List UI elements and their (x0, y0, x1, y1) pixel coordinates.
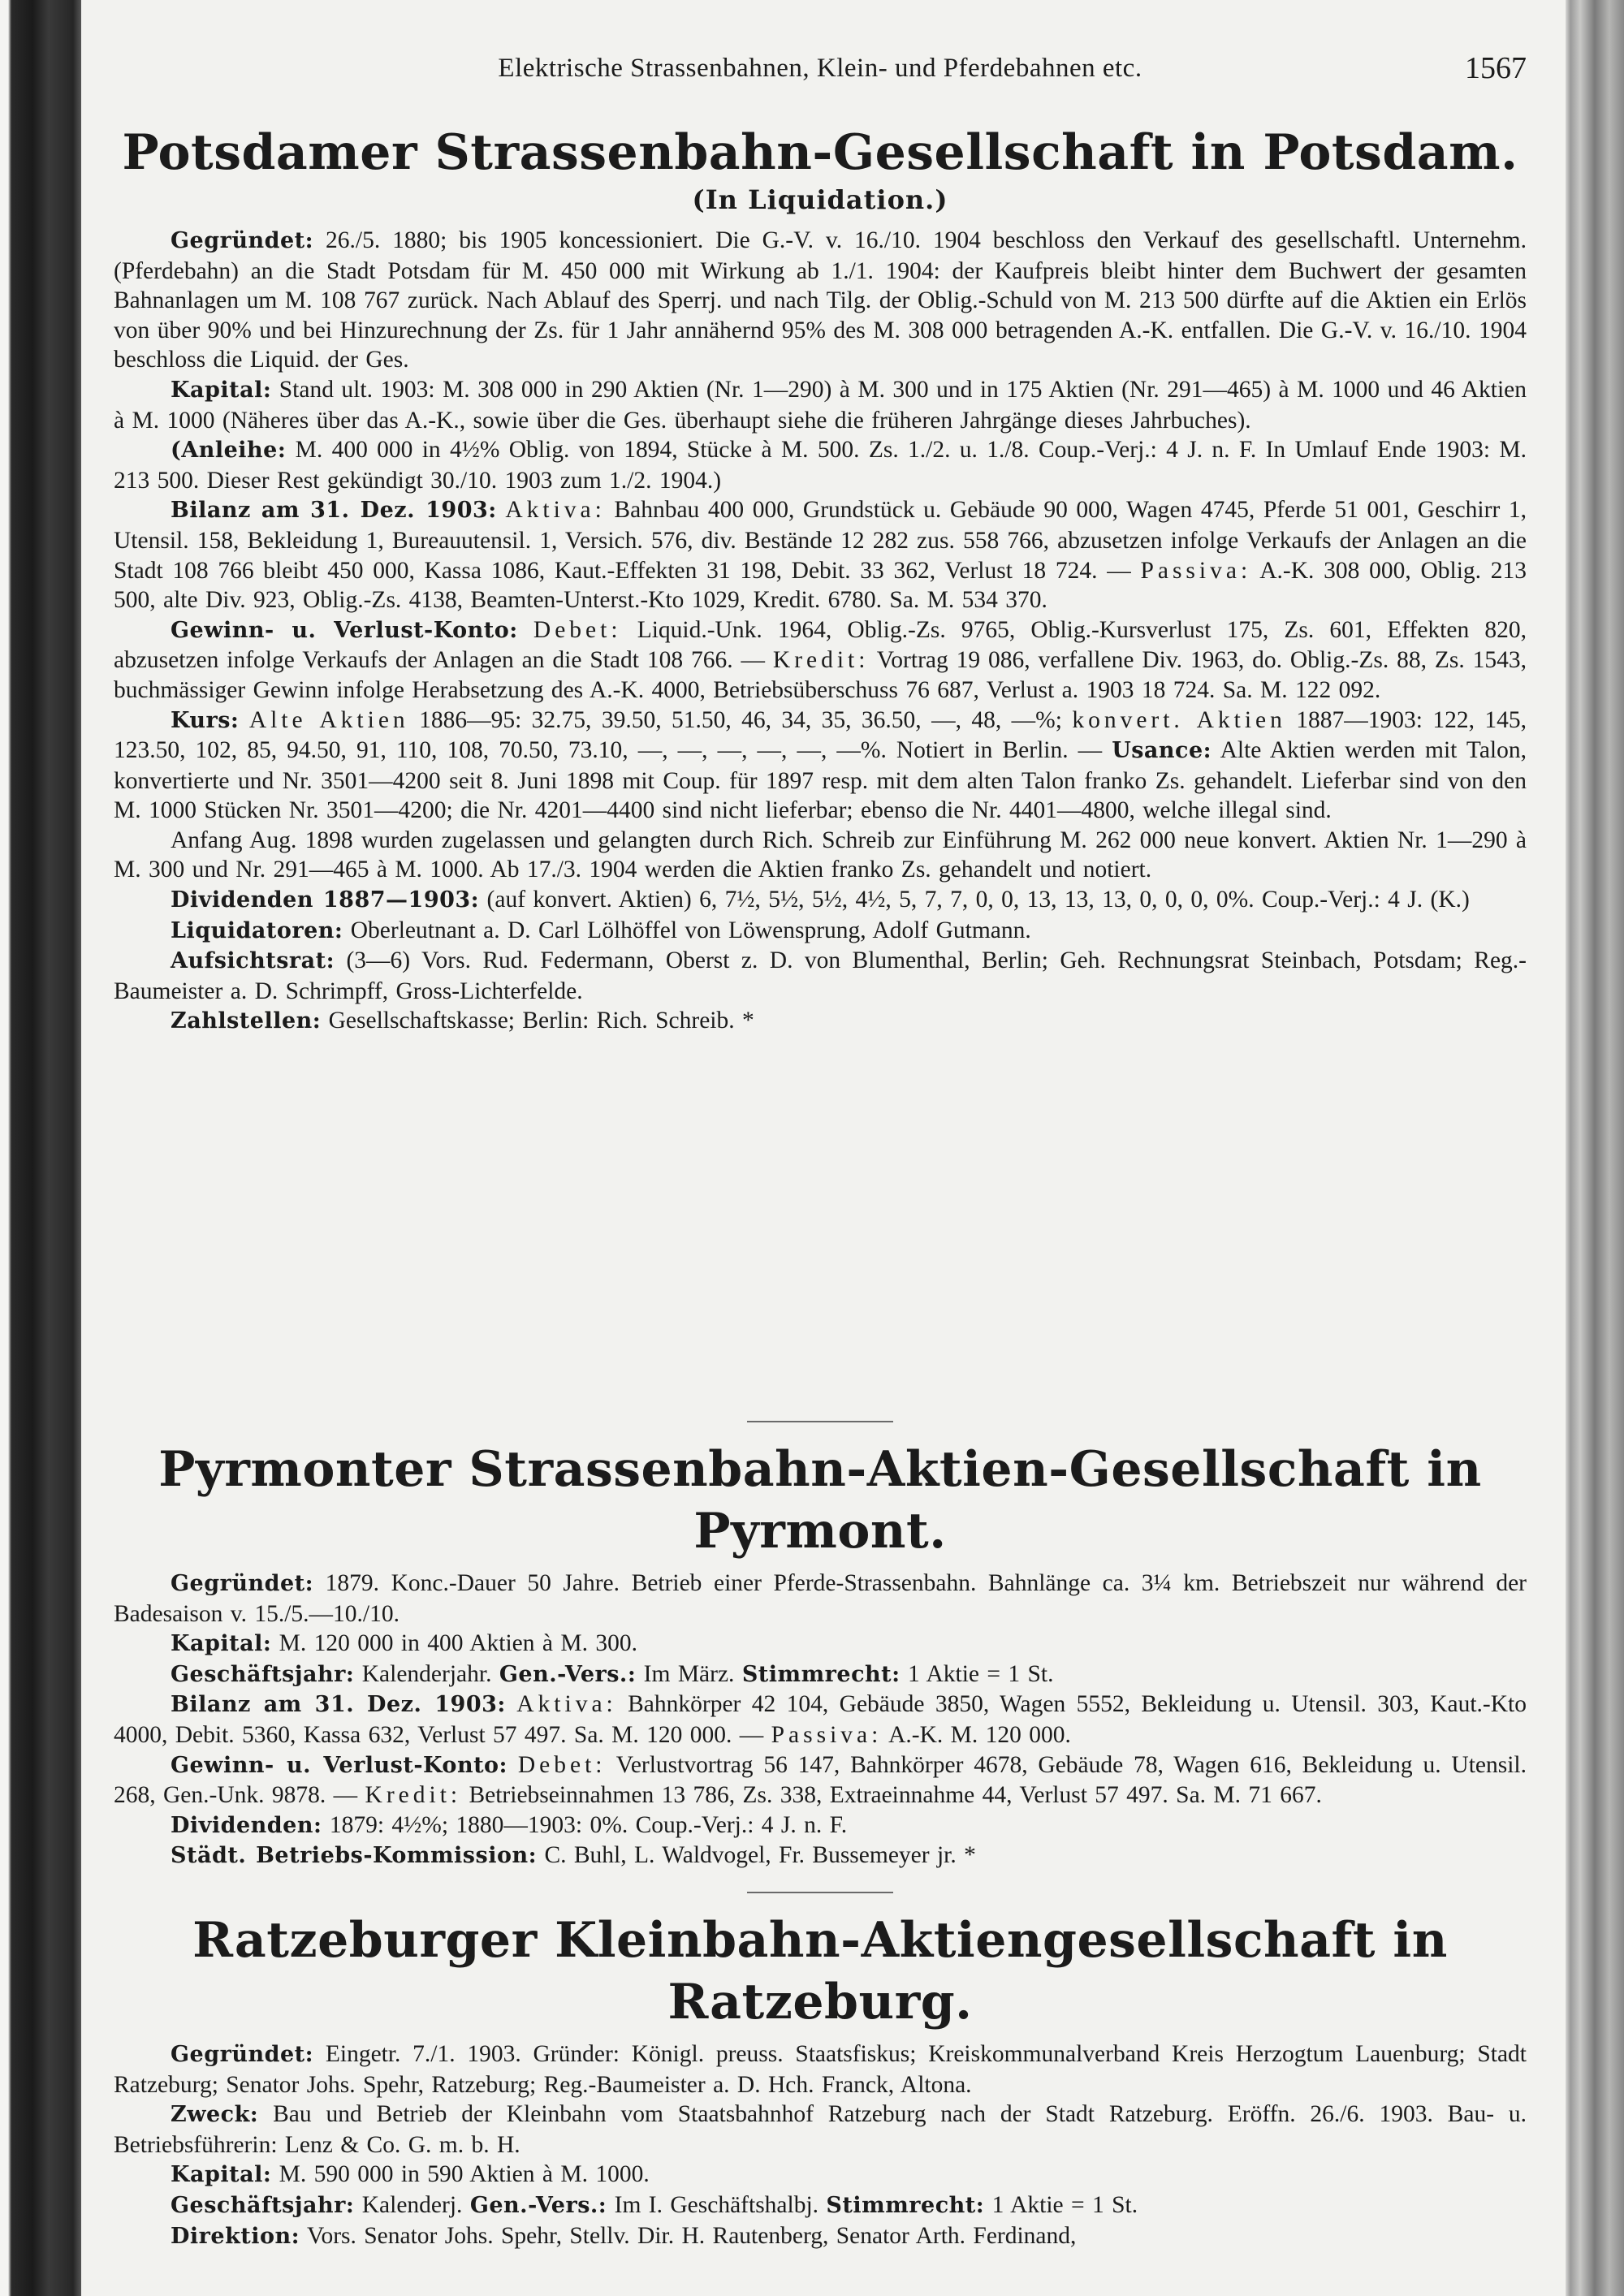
field-text: 1 Aktie = 1 St. (900, 1660, 1054, 1687)
entry-title: Potsdamer Strassenbahn-Gesellschaft in Potsdam. (122, 124, 1518, 181)
field-label: Gewinn- u. Verlust-Konto: (171, 617, 518, 643)
entry-paragraph (114, 2221, 1527, 2252)
spaced-label: Passiva: (1140, 557, 1252, 584)
field-text: A.-K. 308 000, Oblig. 213 500, alte Div. 923, Oblig.-Zs. 4138, Beamten-Unterst.-Kto 1029, Kredit. 6780. Sa. M. 534 370. (114, 557, 1527, 614)
entry-paragraph (114, 1810, 1527, 1841)
entry-paragraph (114, 916, 1527, 947)
field-text: M. 120 000 in 400 Aktien à M. 300. (271, 1630, 637, 1657)
field-text: 1879: 4½%; 1880—1903: 0%. Coup.-Verj.: 4 J. n. F. (322, 1811, 848, 1838)
field-text: 1886—95: 32.75, 39.50, 51.50, 46, 34, 35, 36.50, —, 48, —%; (408, 706, 1073, 733)
entry-paragraph (114, 615, 1527, 706)
field-label: Zweck: (171, 2102, 259, 2128)
field-text: Oberleutnant a. D. Carl Lölhöffel von Löwensprung, Adolf Gutmann. (343, 917, 1031, 943)
entry-paragraph (114, 706, 1527, 826)
field-text: 1 Aktie = 1 St. (984, 2191, 1138, 2218)
field-label: Gegründet: (171, 228, 314, 253)
field-text: Bahnbau 400 000, Grundstück u. Gebäude 90 000, Wagen 4745, Pferde 51 001, Geschirr 1, Utensil. 158, Bekleidung 1, Bureauutensil. 1, Versich. 576, div. Bestände 12 282 zus. 558 766, abzusetzen infolge Verkaufs der Anlagen an die Stadt 108 766 bleibt 450 000, Kassa 1086, Kaut.-Effekten 31 198, Debit. 33 362, Verlust 18 724. — (114, 497, 1527, 584)
field-text: M. 400 000 in 4½% Oblig. von 1894, Stücke à M. 500. Zs. 1./2. u. 1./8. Coup.-Verj.: 4 J. n. F. In Umlauf Ende 1903: M. 213 500. Dieser Rest gekündigt 30./10. 1903 zum 1./2. 1904.) (114, 437, 1527, 494)
field-label: Gegründet: (171, 1571, 314, 1596)
entry-title: Pyrmonter Strassenbahn-Aktien-Gesellschaft in Pyrmont. (158, 1441, 1482, 1560)
field-label: Bilanz am 31. Dez. 1903: (171, 1692, 506, 1718)
field-text: 26./5. 1880; bis 1905 koncessioniert. Die G.-V. v. 16./10. 1904 beschloss den Verkauf des gesellschaftl. Unternehm. (Pferdebahn) an die Stadt Potsdam für M. 450 000 mit Wirkung ab 1./1. 1904: der Kaufpreis bleibt hinter dem Buchwert der gesamten Bahnanlagen um M. 108 767 zurück. Nach Ablauf des Sperrj. und nach Tilg. der Oblig.-Schuld von M. 213 500 dürfte auf die Aktien ein Erlös von über 90% und bei Hinzurechnung der Zs. für 1 Jahr annähernd 95% des M. 308 000 betragenden A.-K. entfallen. Die G.-V. v. 16./10. 1904 beschloss die Liquid. der Ges. (114, 227, 1527, 373)
spaced-label: Alte Aktien (248, 706, 409, 733)
field-label: Kapital: (171, 2162, 272, 2188)
field-label: Zahlstellen: (171, 1008, 322, 1034)
field-label: Usance: (1112, 738, 1212, 764)
spaced-label: Kredit: (772, 647, 870, 674)
entry-paragraph (114, 1690, 1527, 1750)
spaced-label: Debet: (533, 616, 622, 643)
field-text: Im I. Geschäftshalbj. (607, 2191, 827, 2218)
book-binding-right (1566, 0, 1624, 2296)
field-label: Kurs: (171, 707, 240, 733)
field-label: Geschäftsjahr: (171, 1661, 355, 1687)
running-head (114, 51, 1527, 89)
field-label: Kapital: (171, 1631, 272, 1657)
spaced-label: Aktiva: (505, 497, 606, 524)
spaced-label: Debet: (517, 1751, 607, 1778)
entry-paragraph (114, 1006, 1527, 1037)
field-text: 1887—1903: 122, 145, 123.50, 102, 85, 94.50, 91, 110, 108, 70.50, 73.10, —, —, —, —, —, —%. Notiert in Berlin. — (114, 706, 1527, 764)
running-head-title: Elektrische Strassenbahnen, Klein- und Pferdebahnen etc. (498, 54, 1142, 83)
field-label: (Anleihe: (171, 438, 287, 464)
field-label: Stimmrecht: (826, 2192, 985, 2218)
field-text: Bau und Betrieb der Kleinbahn vom Staatsbahnhof Ratzeburg nach der Stadt Ratzeburg. Eröffn. 26./6. 1903. Bau- u. Betriebsführerin: Lenz & Co. G. m. b. H. (114, 2101, 1527, 2158)
entry-subtitle: (In Liquidation.) (692, 184, 948, 215)
book-binding-left (0, 0, 81, 2296)
page-number: 1567 (1465, 51, 1527, 85)
field-label: Direktion: (171, 2223, 300, 2249)
field-text: Im März. (636, 1660, 742, 1687)
field-text: (3—6) Vors. Rud. Federmann, Oberst z. D. von Blumenthal, Berlin; Geh. Rechnungsrat Steinbach, Potsdam; Reg.-Baumeister a. D. Schrimpff, Gross-Lichterfelde. (114, 947, 1527, 1004)
field-text: Kalenderjahr. (354, 1660, 499, 1687)
field-text: Gesellschaftskasse; Berlin: Rich. Schreib. * (321, 1008, 754, 1034)
field-text: Liquid.-Unk. 1964, Oblig.-Zs. 9765, Oblig.-Kursverlust 175, Zs. 601, Effekten 820, abzusetzen infolge Verkaufs der Anlagen an die Stadt 108 766. — (114, 616, 1527, 674)
field-text: Betriebseinnahmen 13 786, Zs. 338, Extraeinnahme 44, Verlust 57 497. Sa. M. 71 667. (461, 1782, 1322, 1809)
field-text: Vors. Senator Johs. Spehr, Stellv. Dir. H. Rautenberg, Senator Arth. Ferdinand, (300, 2222, 1077, 2249)
field-label: Stimmrecht: (741, 1661, 901, 1687)
entry-paragraph (114, 1841, 1527, 1871)
field-text: (auf konvert. Aktien) 6, 7½, 5½, 5½, 4½, 5, 7, 7, 0, 0, 13, 13, 13, 0, 0, 0, 0%. Coup.-Verj.: 4 J. (K.) (479, 887, 1470, 913)
entry-paragraph: Anfang Aug. 1898 wurden zugelassen und gelangten durch Rich. Schreib zur Einführung M. 262 000 neue konvert. Aktien Nr. 1—290 à M. 300 und Nr. 291—465 à M. 1000. Ab 17./3. 1904 werden die Aktien franko Zs. gehandelt und notiert. (114, 826, 1527, 883)
field-text: Alte Aktien werden mit Talon, konvertierte und Nr. 3501—4200 seit 8. Juni 1898 mit Coup. für 1897 resp. mit dem alten Talon franko Zs. gehandelt. Lieferbar sind von den M. 1000 Stücken Nr. 3501—4200; die Nr. 4201—4400 sind nicht lieferbar; ebenso die Nr. 4401—4800, welche illegal sind. (114, 737, 1527, 824)
field-text: A.-K. M. 120 000. (882, 1721, 1071, 1748)
entry-paragraph (114, 226, 1527, 375)
entry-paragraph (114, 2160, 1527, 2190)
field-text: M. 590 000 in 590 Aktien à M. 1000. (271, 2161, 650, 2188)
entry-ratzeburg (114, 1910, 1527, 2251)
field-label: Dividenden 1887—1903: (171, 887, 480, 913)
entry-paragraph (114, 2190, 1527, 2221)
field-label: Gen.-Vers.: (469, 2192, 607, 2218)
spaced-label: Kredit: (365, 1782, 462, 1809)
entry-paragraph (114, 2100, 1527, 2160)
field-label: Gen.-Vers.: (499, 1661, 637, 1687)
spaced-label: Aktiva: (516, 1691, 617, 1718)
section-divider (747, 1892, 893, 1893)
field-label: Städt. Betriebs-Kommission: (171, 1843, 538, 1869)
field-label: Bilanz am 31. Dez. 1903: (171, 498, 497, 524)
spaced-label: konvert. Aktien (1072, 706, 1286, 733)
field-label: Aufsichtsrat: (171, 948, 335, 974)
spaced-label: Passiva: (771, 1721, 883, 1748)
book-page (81, 0, 1566, 2296)
entry-paragraph (114, 2039, 1527, 2100)
field-label: Geschäftsjahr: (171, 2192, 355, 2218)
field-label: Gegründet: (171, 2042, 314, 2067)
field-text: Kalenderj. (354, 2191, 470, 2218)
field-text: Bahnkörper 42 104, Gebäude 3850, Wagen 5552, Bekleidung u. Utensil. 303, Kaut.-Kto 4000, Debit. 5360, Kassa 632, Verlust 57 497. Sa. M. 120 000. — (114, 1691, 1527, 1748)
entry-paragraph (114, 1659, 1527, 1690)
entry-pyrmont (114, 1439, 1527, 1871)
entry-paragraph (114, 885, 1527, 916)
entry-paragraph (114, 1569, 1527, 1629)
entry-paragraph (114, 946, 1527, 1006)
field-text: C. Buhl, L. Waldvogel, Fr. Bussemeyer jr. * (537, 1842, 976, 1869)
field-text: Vortrag 19 086, verfallene Div. 1963, do. Oblig.-Zs. 88, Zs. 1543, buchmässiger Gewinn infolge Herabsetzung des A.-K. 4000, Betriebsüberschuss 76 687, Verlust a. 1903 18 724. Sa. M. 122 092. (114, 647, 1527, 703)
field-label: Liquidatoren: (171, 917, 343, 943)
entry-paragraph (114, 375, 1527, 435)
section-divider (747, 1421, 893, 1422)
field-text: Verlustvortrag 56 147, Bahnkörper 4678, Gebäude 78, Wagen 616, Bekleidung u. Utensil. 268, Gen.-Unk. 9878. — (114, 1751, 1527, 1809)
entry-paragraph (114, 495, 1527, 615)
field-label: Kapital: (171, 377, 272, 403)
field-label: Dividenden: (171, 1812, 322, 1838)
entry-title: Ratzeburger Kleinbahn-Aktiengesellschaft in Ratzeburg. (192, 1912, 1448, 2031)
field-text: Eingetr. 7./1. 1903. Gründer: Königl. preuss. Staatsfiskus; Kreiskommunalverband Kreis Herzogtum Lauenburg; Stadt Ratzeburg; Senator Johs. Spehr, Ratzeburg; Reg.-Baumeister a. D. Hch. Franck, Altona. (114, 2041, 1527, 2098)
entry-potsdam (114, 122, 1527, 1037)
field-text: 1879. Konc.-Dauer 50 Jahre. Betrieb einer Pferde-Strassenbahn. Bahnlänge ca. 3¼ km. Betriebszeit nur während der Badesaison v. 15./5.—10./10. (114, 1570, 1527, 1627)
field-label: Gewinn- u. Verlust-Konto: (171, 1752, 508, 1778)
field-text: Stand ult. 1903: M. 308 000 in 290 Aktien (Nr. 1—290) à M. 300 und in 175 Aktien (Nr. 291—465) à M. 1000 und 46 Aktien à M. 1000 (Näheres über das A.-K., sowie über die Ges. überhaupt siehe die früheren Jahrgänge dieses Jahrbuches). (114, 376, 1527, 434)
entry-paragraph (114, 1629, 1527, 1659)
entry-paragraph (114, 1750, 1527, 1810)
entry-paragraph (114, 435, 1527, 495)
